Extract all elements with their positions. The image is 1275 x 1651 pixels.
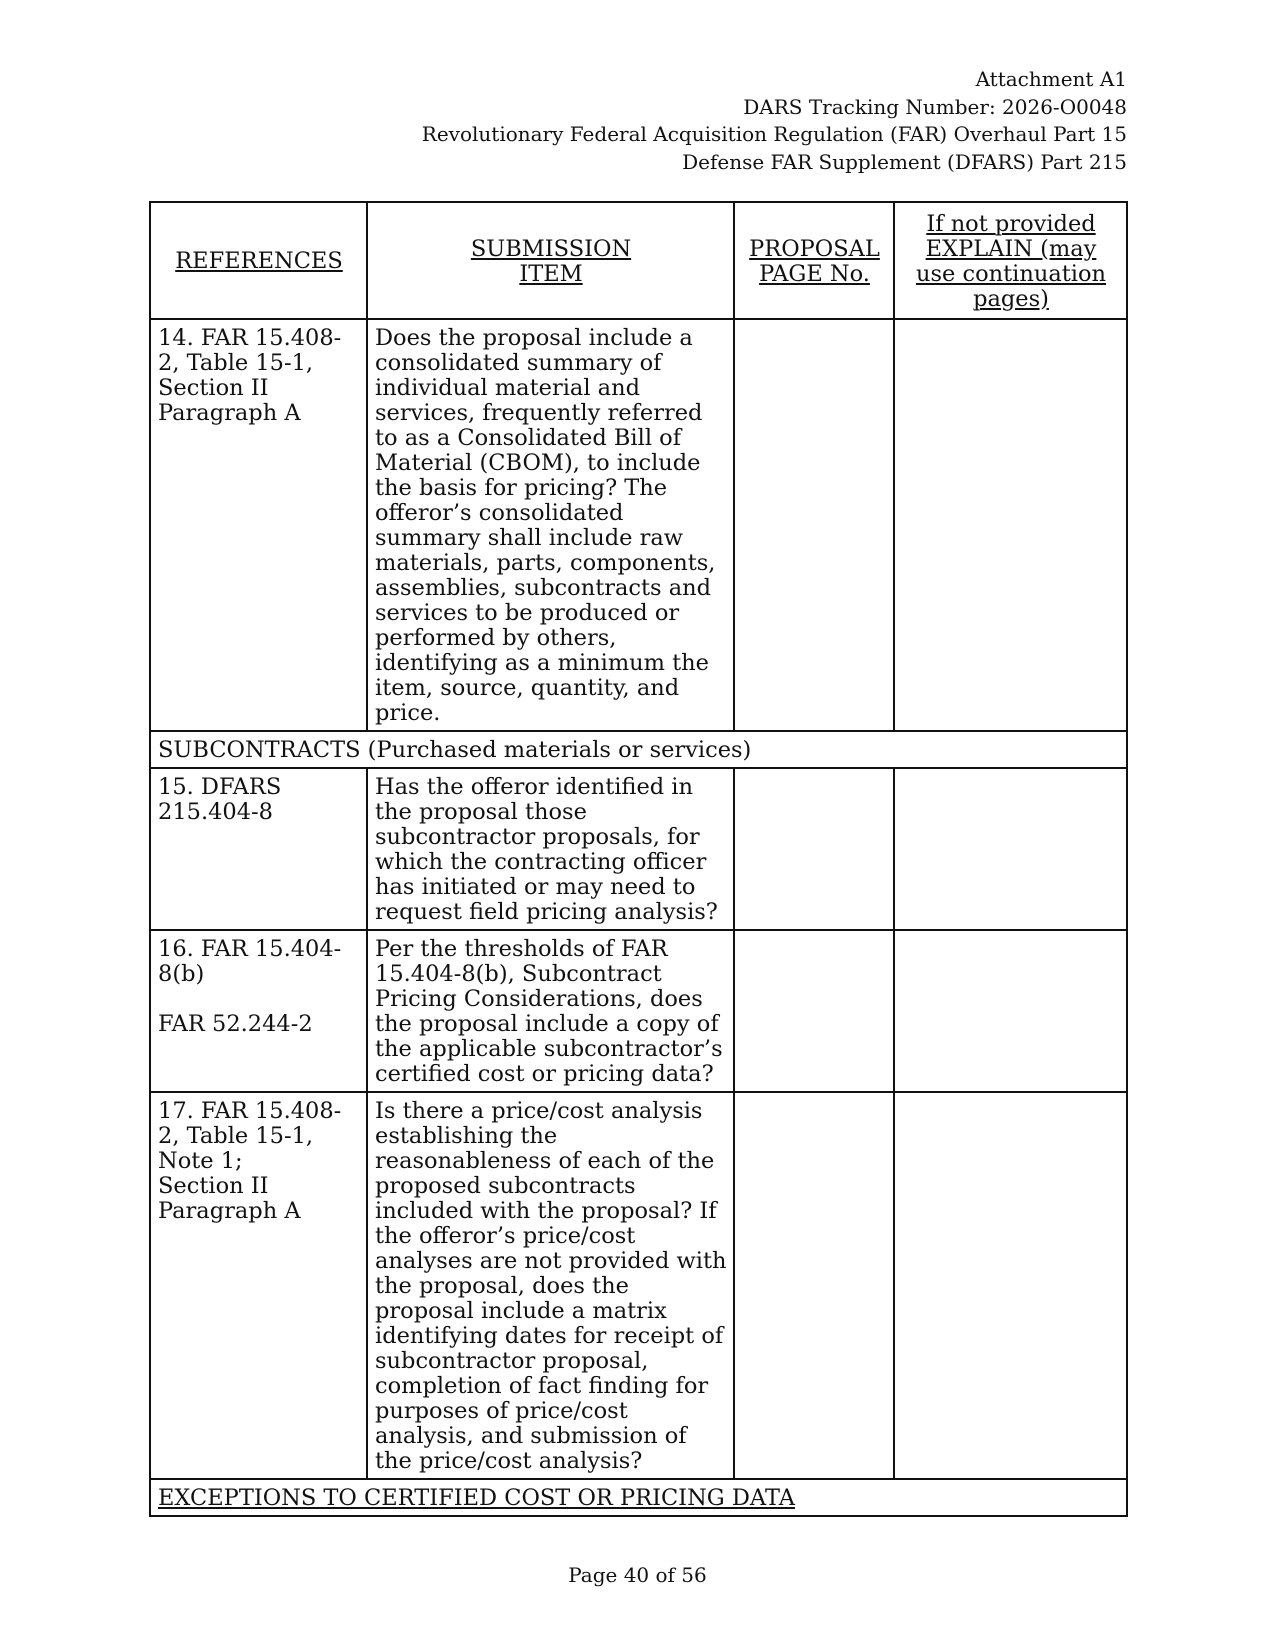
- reference-cell: 16. FAR 15.404- 8(b) FAR 52.244-2: [150, 930, 367, 1092]
- exceptions-section-title: EXCEPTIONS TO CERTIFIED COST OR PRICING DATA: [158, 1485, 795, 1511]
- exceptions-section-cell: [150, 1479, 1127, 1516]
- proposal-page-cell[interactable]: [734, 930, 894, 1092]
- reference-cell: 14. FAR 15.408- 2, Table 15-1, Section II Paragraph A: [150, 319, 367, 731]
- references-header: REFERENCES: [150, 202, 367, 319]
- table-header-row: [150, 202, 1127, 319]
- subcontracts-section-title: SUBCONTRACTS (Purchased materials or services): [150, 731, 1127, 768]
- proposal-page-cell[interactable]: [734, 1092, 894, 1479]
- submission-item-header: SUBMISSION ITEM: [367, 202, 734, 319]
- regulation-title: Revolutionary Federal Acquisition Regulation (FAR) Overhaul Part 15: [421, 122, 1127, 146]
- table-row: [150, 930, 1127, 1092]
- reference-cell: 15. DFARS 215.404-8: [150, 768, 367, 930]
- submission-item-cell: Per the thresholds of FAR 15.404-8(b), Subcontract Pricing Considerations, does the proposal include a copy of the applicable subcontractor’s certified cost or pricing data?: [367, 930, 734, 1092]
- attachment-label: Attachment A1: [975, 67, 1127, 91]
- document-header: [422, 66, 1127, 176]
- table-row: [150, 768, 1127, 930]
- proposal-page-cell[interactable]: [734, 319, 894, 731]
- section-header-row: [150, 1479, 1127, 1516]
- explain-header: If not provided EXPLAIN (may use continuation pages): [894, 202, 1127, 319]
- table-row: [150, 1092, 1127, 1479]
- proposal-page-header: PROPOSAL PAGE No.: [734, 202, 894, 319]
- section-header-row: [150, 731, 1127, 768]
- explain-cell[interactable]: [894, 1092, 1127, 1479]
- submission-item-cell: Does the proposal include a consolidated summary of individual material and services, frequently referred to as a Consolidated Bill of Material (CBOM), to include the basis for pricing? The offeror’s consolidated summary shall include raw materials, parts, components, assemblies, subcontracts and services to be produced or performed by others, identifying as a minimum the item, source, quantity, and price.: [367, 319, 734, 731]
- supplement-title: Defense FAR Supplement (DFARS) Part 215: [682, 149, 1127, 174]
- explain-cell[interactable]: [894, 930, 1127, 1092]
- submission-item-cell: Is there a price/cost analysis establishing the reasonableness of each of the proposed subcontracts included with the proposal? If the offeror’s price/cost analyses are not provided with the proposal, does the proposal include a matrix identifying dates for receipt of subcontractor proposal, completion of fact finding for purposes of price/cost analysis, and submission of the price/cost analysis?: [367, 1092, 734, 1479]
- explain-cell[interactable]: [894, 319, 1127, 731]
- tracking-number: DARS Tracking Number: 2026-O0048: [743, 94, 1127, 119]
- explain-cell[interactable]: [894, 768, 1127, 930]
- table-row: [150, 319, 1127, 731]
- page-number: Page 40 of 56: [568, 1563, 707, 1587]
- submission-checklist-table: [149, 201, 1128, 1517]
- reference-cell: 17. FAR 15.408- 2, Table 15-1, Note 1; Section II Paragraph A: [150, 1092, 367, 1479]
- proposal-page-cell[interactable]: [734, 768, 894, 930]
- submission-item-cell: Has the offeror identified in the proposal those subcontractor proposals, for which the contracting officer has initiated or may need to request field pricing analysis?: [367, 768, 734, 930]
